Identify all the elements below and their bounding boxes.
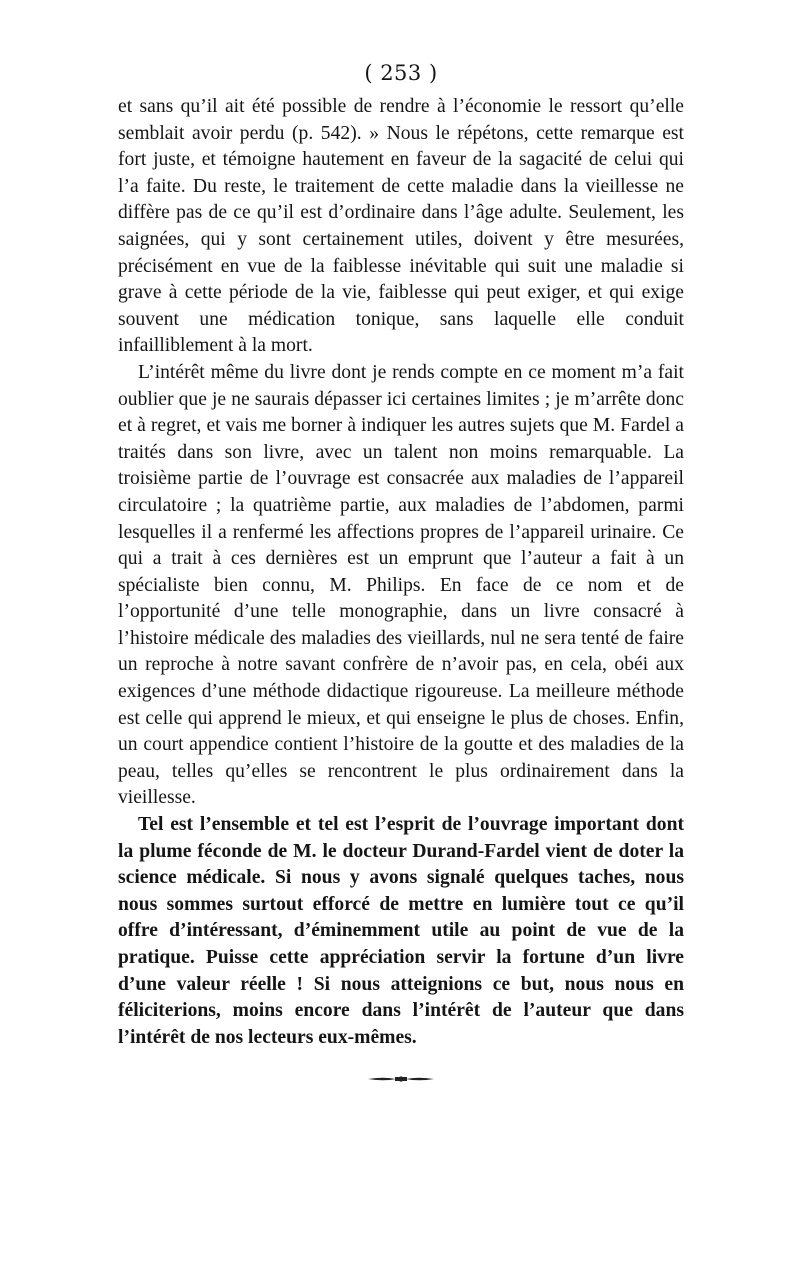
page-number: ( 253 ): [364, 61, 438, 85]
fleuron-divider-icon: [118, 1068, 684, 1087]
paragraph-conclusion: Tel est l’ensemble et tel est l’esprit de l’ouvrage important dont la plume féconde de M. le docteur Durand-Fardel vient de doter la science médicale. Si nous y avons signalé quelques taches, nous nous sommes surtout efforcé de mettre en lumière tout ce qu’il offre d’intéressant, d’éminemment utile au point de vue de la pratique. Puisse cette appréciation servir la fortune d’un livre d’une valeur réelle ! Si nous atteignions ce but, nous nous en féliciterions, moins encore dans l’intérêt de l’auteur que dans l’intérêt de nos lecteurs eux-mêmes.: [118, 814, 684, 1048]
paragraph-continuation: et sans qu’il ait été possible de rendre à l’économie le ressort qu’elle semblait avoir perdu (p. 542). » Nous le répétons, cette remarque est fort juste, et témoigne hautement en faveur de la sagacité de celui qui l’a faite. Du reste, le traitement de cette maladie dans la vieillesse ne diffère pas de ce qu’il est d’ordinaire dans l’âge adulte. Seulement, les saignées, qui y sont certainement utiles, doivent y être mesurées, précisément en vue de la faiblesse inévitable qui suit une maladie si grave à cette période de la vie, faiblesse qui peut exiger, et qui exige souvent une médication tonique, sans laquelle elle conduit infailliblement à la mort.: [118, 96, 684, 357]
paragraph-review-subjects: L’intérêt même du livre dont je rends compte en ce moment m’a fait oublier que je ne saurais dépasser ici certaines limites ; je m’arrête donc et à regret, et vais me borner à indiquer les autres sujets que M. Fardel a traités dans son livre, avec un talent non moins remarquable. La troisième partie de l’ouvrage est consacrée aux maladies de l’appareil circulatoire ; la quatrième partie, aux maladies de l’abdomen, parmi lesquelles il a renfermé les affections propres de l’appareil urinaire. Ce qui a trait à ces dernières est un emprunt que l’auteur a fait à un spécialiste bien connu, M. Philips. En face de ce nom et de l’opportunité d’une telle monographie, dans un livre consacré à l’histoire médicale des maladies des vieillards, nul ne sera tenté de faire un reproche à notre savant confrère de n’avoir pas, en cela, obéi aux exigences d’une méthode didactique rigoureuse. La meilleure méthode est celle qui apprend le mieux, et qui enseigne le plus de choses. Enfin, un court appendice contient l’histoire de la goutte et des maladies de la peau, telles qu’elles se rencontrent le plus ordinairement dans la vieillesse.: [118, 361, 684, 809]
book-page: [118, 58, 684, 1051]
